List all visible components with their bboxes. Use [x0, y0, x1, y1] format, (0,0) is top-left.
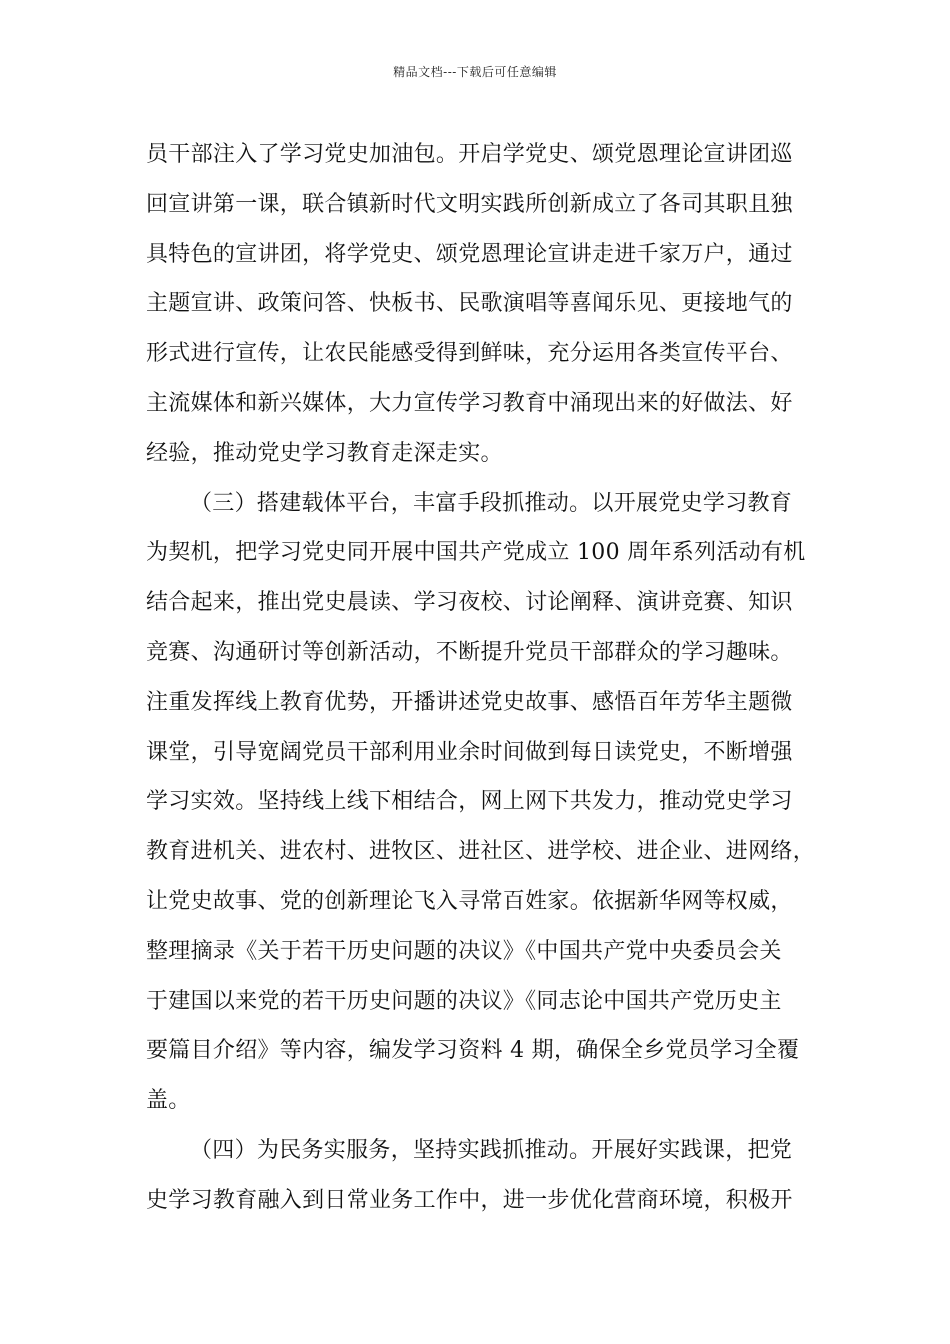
text-line: 主流媒体和新兴媒体，大力宣传学习教育中涌现出来的好做法、好	[146, 390, 793, 416]
text-line: 回宣讲第一课，联合镇新时代文明实践所创新成立了各司其职且独	[146, 191, 793, 217]
text-line: 形式进行宣传，让农民能感受得到鲜味，充分运用各类宣传平台、	[146, 341, 793, 367]
text-line: 让党史故事、党的创新理论飞入寻常百姓家。依据新华网等权威，	[146, 888, 793, 914]
body-text	[146, 130, 826, 1226]
text-line: 注重发挥线上教育优势，开播讲述党史故事、感悟百年芳华主题微	[146, 689, 793, 715]
text-line: 要篇目介绍》等内容，编发学习资料 4 期，确保全乡党员学习全覆	[146, 1038, 800, 1064]
text-line: 员干部注入了学习党史加油包。开启学党史、颂党恩理论宣讲团巡	[146, 142, 793, 167]
text-line: 盖。	[146, 1088, 191, 1114]
text-line: 史学习教育融入到日常业务工作中，进一步优化营商环境，积极开	[146, 1187, 793, 1213]
text-line: 整理摘录《关于若干历史问题的决议》《中国共产党中央委员会关	[146, 938, 782, 964]
text-line: 经验，推动党史学习教育走深走实。	[146, 440, 503, 466]
page-header: 精品文档---下载后可任意编辑	[393, 65, 557, 79]
text-line: 主题宣讲、政策问答、快板书、民歌演唱等喜闻乐见、更接地气的	[146, 291, 793, 317]
text-line: 为契机，把学习党史同开展中国共产党成立 100 周年系列活动有机	[146, 540, 806, 566]
text-line: 教育进机关、进农村、进牧区、进社区、进学校、进企业、进网络，	[146, 839, 816, 865]
text-line: 具特色的宣讲团，将学党史、颂党恩理论宣讲走进千家万户，通过	[146, 241, 793, 267]
paragraph-heading-line: （三）搭建载体平台，丰富手段抓推动。以开展党史学习教育	[190, 490, 793, 516]
text-line: 于建国以来党的若干历史问题的决议》《同志论中国共产党历史主	[146, 988, 782, 1014]
text-line: 学习实效。坚持线上线下相结合，网上网下共发力，推动党史学习	[146, 789, 793, 815]
text-line: 课堂，引导宽阔党员干部利用业余时间做到每日读党史，不断增强	[146, 739, 793, 765]
text-line: 结合起来，推出党史晨读、学习夜校、讨论阐释、演讲竞赛、知识	[146, 590, 793, 616]
text-line: 竞赛、沟通研讨等创新活动，不断提升党员干部群众的学习趣味。	[146, 639, 793, 665]
paragraph-heading-line: （四）为民务实服务，坚持实践抓推动。开展好实践课，把党	[190, 1137, 793, 1163]
